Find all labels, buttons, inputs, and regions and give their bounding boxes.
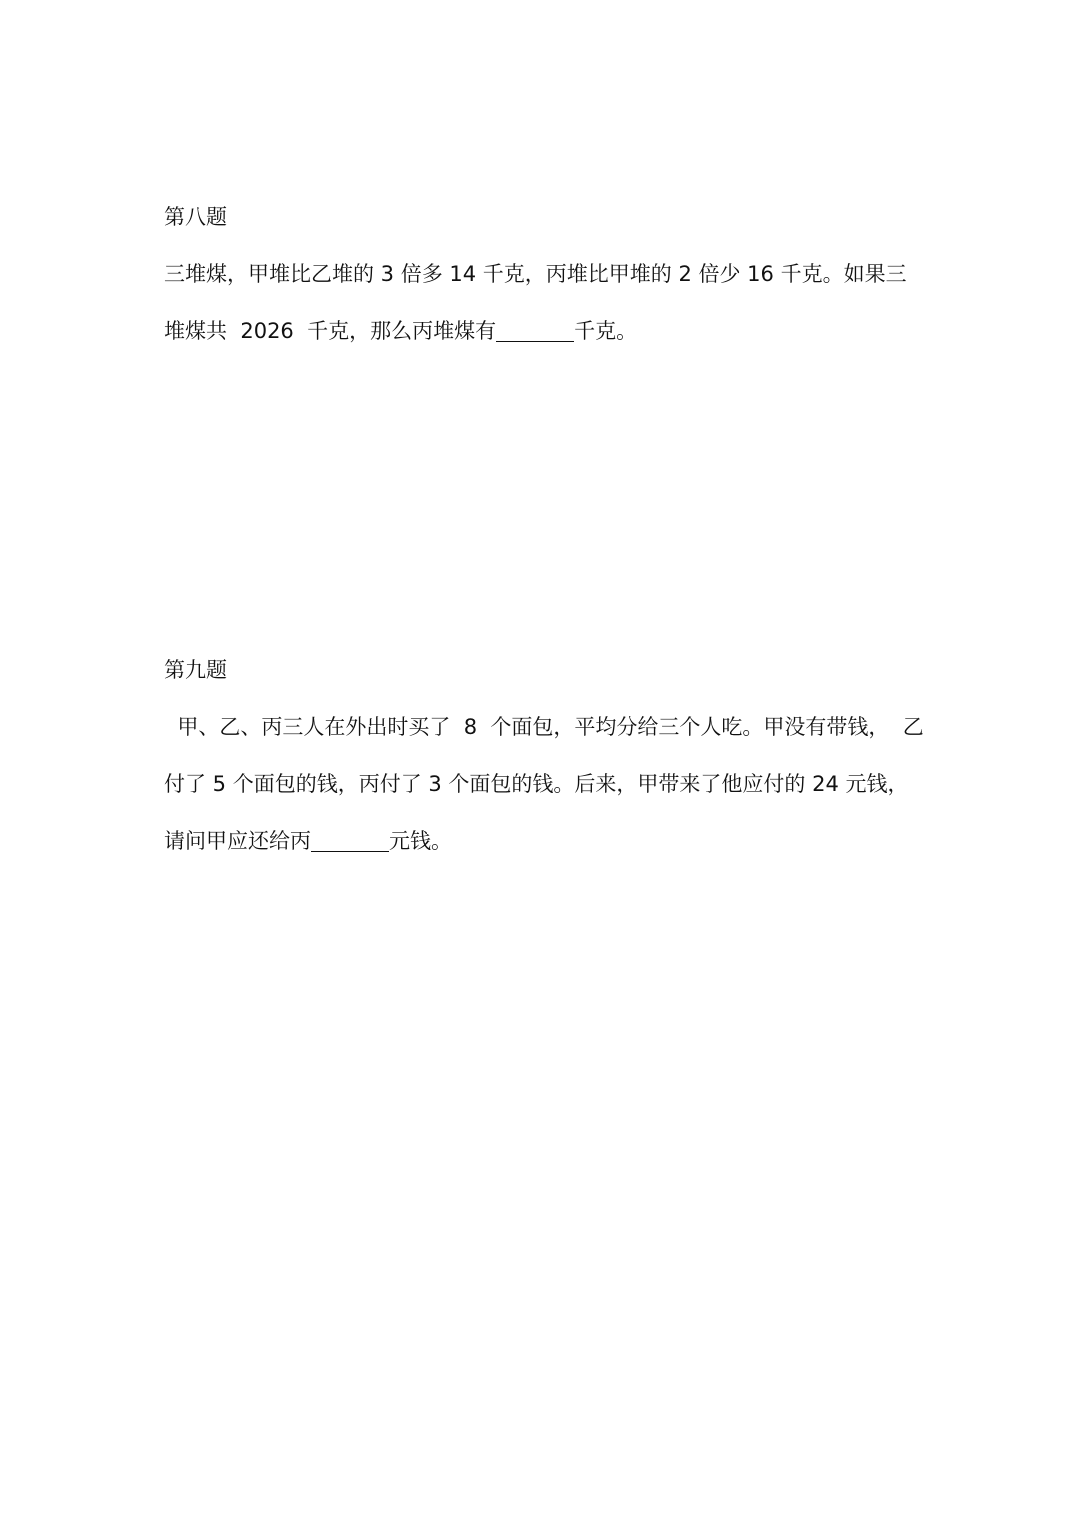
question-8-line-2-before: 堆煤共 2026 千克，那么丙堆煤有	[164, 319, 497, 343]
question-8-title: 第八题	[164, 205, 227, 229]
question-9-line-1: 甲、乙、丙三人在外出时买了 8 个面包，平均分给三个人吃。甲没有带钱， 乙	[164, 715, 924, 739]
question-9-title: 第九题	[164, 658, 227, 682]
question-8-line-2-after: 千克。	[574, 319, 638, 343]
question-9-line-2: 付了 5 个面包的钱，丙付了 3 个面包的钱。后来，甲带来了他应付的 24 元钱，	[164, 772, 909, 796]
question-8-line-1: 三堆煤，甲堆比乙堆的 3 倍多 14 千克，丙堆比甲堆的 2 倍少 16 千克。如果三	[164, 262, 907, 286]
answer-blank-8[interactable]	[496, 317, 574, 342]
question-9-line-3-after: 元钱。	[389, 829, 452, 853]
answer-blank-9[interactable]	[311, 827, 389, 852]
question-9-line-3	[164, 826, 924, 856]
question-8	[164, 202, 924, 346]
question-9	[164, 655, 924, 856]
question-9-line-3-before: 请问甲应还给丙	[164, 829, 311, 853]
question-8-line-2	[164, 316, 924, 346]
